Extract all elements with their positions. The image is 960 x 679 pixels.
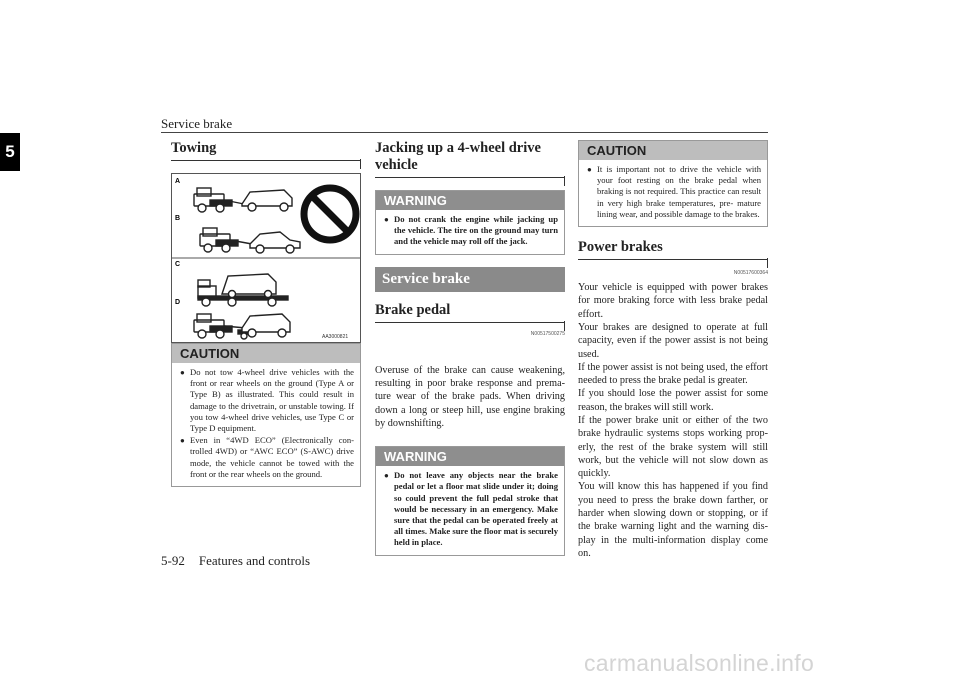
tow-truck-a-icon [194, 188, 244, 212]
towing-caution-box [171, 343, 361, 487]
power-brakes-heading-wrap [578, 239, 768, 260]
warning-item [384, 214, 558, 248]
jacking-warning-body [376, 210, 564, 254]
power-brakes-paragraph: If you should lose the power assist for some reason, the brakes will still work. [578, 388, 768, 413]
jacking-warning-title: WARNING [384, 193, 447, 208]
pedal-warning-box [375, 446, 565, 555]
suv-d-icon [242, 314, 290, 337]
power-brakes-paragraph: If the power brake unit or either of the two brake hydraulic systems stops working prop- erly, the rest of the brake system will still work, but the vehicle will not slow down as quickly. [578, 414, 768, 480]
figure-label-d: D [175, 299, 181, 306]
suv-c-icon [222, 274, 276, 298]
bullet-icon: ● [587, 165, 592, 174]
service-brake-heading: Service brake [375, 267, 565, 292]
jacking-heading-wrap [375, 140, 565, 178]
pedal-warning-title: WARNING [384, 449, 447, 465]
page-footer [161, 553, 324, 569]
caution-item-text: Do not tow 4-wheel drive vehicles with the front or rear wheels on the ground (Type A or Type B) as illustrated. This could result in damage to the drivetrain, or unstable towing. If you tow 4-wheel drive vehicles, use Type C or Type D equipment. [190, 367, 354, 434]
jacking-warning-box [375, 190, 565, 255]
power-brakes-paragraph: Your brakes are designed to operate at full capacity, even if the power assist is not being used. [578, 321, 768, 360]
figure-label-a: A [175, 178, 181, 185]
prohibition-icon [304, 188, 356, 240]
caution-item [180, 435, 354, 480]
pedal-warning-header [376, 447, 564, 466]
caution-item [587, 164, 761, 220]
section-code: N00517600364 [733, 270, 768, 277]
brake-caution-header [579, 141, 767, 160]
caution-item [180, 367, 354, 434]
power-brakes-paragraph: Your vehicle is equipped with power brakes for more braking force with less brake pedal effort. [578, 282, 768, 320]
brake-pedal-paragraph: Overuse of the brake can cause weakening, resulting in poor brake response and prema- ture wear of the brake pads. When driving down a long or steep hill, use engine braking by downshifting. [375, 364, 565, 429]
jacking-heading: Jacking up a 4-wheel drive vehicle [375, 140, 565, 178]
bullet-icon: ● [180, 436, 185, 446]
caution-item-text: Even in “4WD ECO” (Electronically con- trolled 4WD) or “AWC ECO” (S-AWC) drive mode, the vehicle cannot be towed with the front or the rear wheels on the ground. [190, 435, 354, 479]
footer-section: Features and controls [198, 553, 311, 568]
chapter-tab: 5 [0, 133, 20, 171]
towing-illustration [172, 174, 360, 342]
middle-column [375, 140, 565, 556]
running-header: Service brake [161, 116, 233, 131]
towing-caution-header [172, 344, 360, 363]
brake-pedal-heading-wrap [375, 302, 565, 323]
bullet-icon: ● [384, 471, 389, 481]
figure-label-c: C [175, 261, 181, 268]
section-code: N00517500275 [530, 330, 565, 337]
jacking-warning-header [376, 191, 564, 210]
watermark: carmanualsonline.info [584, 650, 815, 676]
towing-caution-body [172, 363, 360, 486]
figure-code: AA3000821 [322, 334, 349, 340]
towing-figure [171, 173, 361, 343]
left-column [171, 140, 361, 487]
tow-truck-b-icon [200, 228, 252, 252]
towing-heading-wrap [171, 140, 361, 161]
power-brakes-heading: Power brakes [578, 239, 768, 260]
power-brakes-paragraph: You will know this has happened if you find you need to press the brake down farther, or harder when slowing down or stopping, or if the brake warning light and the warning dis- play in the multi-information display come on. [578, 481, 768, 559]
pedal-warning-body [376, 466, 564, 554]
warning-item-text: Do not crank the engine while jacking up the vehicle. The tire on the ground may turn and the vehicle may roll off the jack. [394, 214, 558, 247]
brake-caution-title: CAUTION [587, 143, 647, 158]
suv-a-icon [242, 190, 292, 211]
power-brakes-paragraph: If the power assist is not being used, the effort needed to press the brake pedal is greater. [578, 361, 768, 387]
right-column [578, 140, 768, 560]
sedan-b-icon [250, 232, 300, 253]
brake-pedal-heading: Brake pedal [375, 302, 565, 323]
brake-caution-box [578, 140, 768, 227]
caution-item-text: It is important not to drive the vehicle with your foot resting on the brake pedal when braking is not required. This practice can result in very high brake temperatures, pre- mature lining wear, and possible damage to the brakes. [597, 164, 761, 219]
bullet-icon: ● [180, 368, 185, 377]
warning-item [384, 470, 558, 548]
page-number: 5-92 [161, 553, 185, 568]
brake-caution-body [579, 160, 767, 226]
header-rule [161, 132, 768, 133]
warning-item-text: Do not leave any objects near the brake pedal or let a floor mat slide under it; doing so could prevent the full pedal stroke that would be necessary in an emergency. Make sure that the pedal can be operated freely at all times. Make sure the floor mat is securely held in place. [394, 470, 558, 548]
bullet-icon: ● [384, 215, 389, 224]
figure-label-b: B [175, 215, 181, 222]
towing-heading: Towing [171, 140, 361, 161]
towing-caution-title: CAUTION [180, 346, 240, 361]
